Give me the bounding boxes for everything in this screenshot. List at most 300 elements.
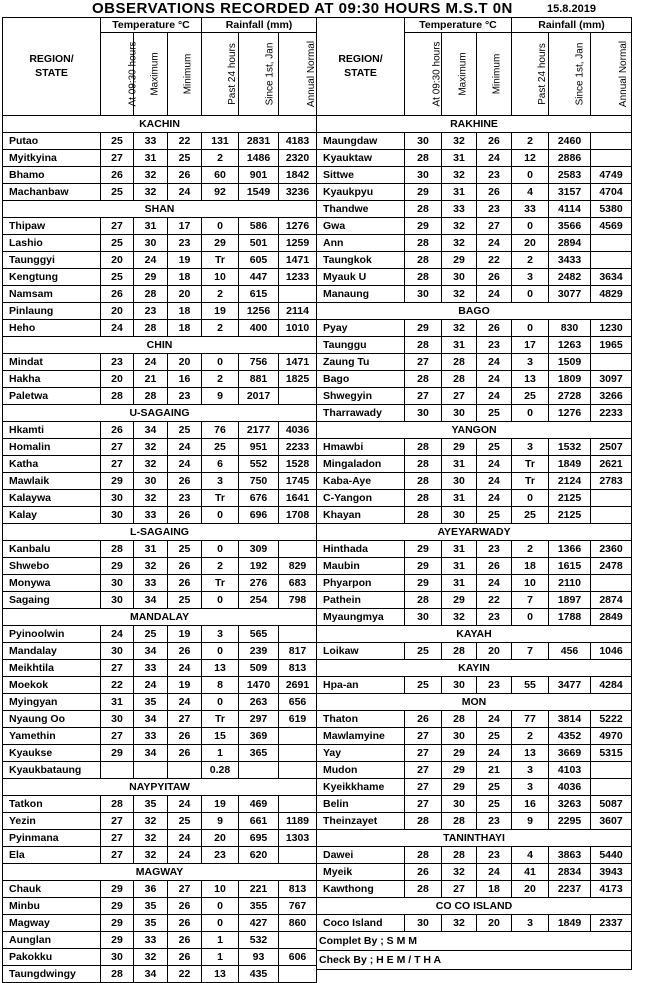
rain-past24: 0 (512, 167, 549, 184)
temp-0930: 25 (405, 677, 442, 694)
station-name: Kyaukse (3, 745, 101, 762)
temp-max: 33 (442, 201, 477, 218)
station-row (317, 864, 632, 881)
rain-annual-normal: 5440 (591, 847, 632, 864)
rain-past24: Tr (512, 473, 549, 490)
temp-min: 25 (168, 592, 202, 609)
temp-0930: 25 (101, 184, 134, 201)
rain-since-jan: 1486 (239, 150, 279, 167)
station-row (317, 201, 632, 218)
station-row (3, 490, 317, 507)
rain-past24: 0 (202, 354, 239, 371)
temp-max: 28 (442, 643, 477, 660)
rain-past24: Tr (202, 490, 239, 507)
section-title: RAKHINE (317, 116, 632, 133)
rain-annual-normal: 3943 (591, 864, 632, 881)
temp-max: 31 (134, 150, 168, 167)
temp-min: 26 (168, 167, 202, 184)
temp-0930: 27 (101, 830, 134, 847)
rain-annual-normal: 2360 (591, 541, 632, 558)
temp-max: 31 (442, 337, 477, 354)
temp-min: 24 (168, 184, 202, 201)
rain-since-jan: 1263 (549, 337, 591, 354)
station-name: Kyaukpyu (317, 184, 405, 201)
station-name: Magway (3, 915, 101, 932)
temp-0930: 24 (101, 626, 134, 643)
station-name: Katha (3, 456, 101, 473)
temp-max: 24 (134, 252, 168, 269)
temp-max: 27 (442, 881, 477, 898)
temp-0930: 25 (101, 133, 134, 150)
temp-max: 34 (134, 643, 168, 660)
temp-0930: 27 (101, 218, 134, 235)
station-name: Pinlaung (3, 303, 101, 320)
temp-0930: 30 (405, 609, 442, 626)
rain-past24: 0.28 (202, 762, 239, 779)
rain-past24: 13 (512, 371, 549, 388)
compiled-by: Complet By ; S M M (317, 932, 632, 951)
rain-annual-normal: 2507 (591, 439, 632, 456)
station-row (317, 779, 632, 796)
temp-max: 25 (134, 626, 168, 643)
rain-past24: 4 (512, 847, 549, 864)
temp-0930: 29 (101, 473, 134, 490)
temp-max: 30 (442, 677, 477, 694)
rain-annual-normal: 798 (279, 592, 317, 609)
temp-min: 24 (477, 371, 512, 388)
station-row (317, 847, 632, 864)
temp-max: 28 (134, 320, 168, 337)
temp-min: 24 (477, 490, 512, 507)
rain-past24: 2 (202, 320, 239, 337)
station-name: Kengtung (3, 269, 101, 286)
station-name: Tatkon (3, 796, 101, 813)
temp-0930: 26 (101, 286, 134, 303)
rain-annual-normal: 767 (279, 898, 317, 915)
temp-max: 23 (134, 303, 168, 320)
section-header-row (317, 422, 632, 439)
station-row (317, 541, 632, 558)
temp-min: 19 (168, 677, 202, 694)
rain-annual-normal (279, 932, 317, 949)
rain-annual-normal (279, 796, 317, 813)
station-row (3, 592, 317, 609)
station-row (317, 762, 632, 779)
rain-annual-normal: 860 (279, 915, 317, 932)
station-row (3, 303, 317, 320)
rain-since-jan: 276 (239, 575, 279, 592)
station-name: Maubin (317, 558, 405, 575)
rain-annual-normal: 3607 (591, 813, 632, 830)
rain-annual-normal: 5222 (591, 711, 632, 728)
temp-max: 30 (442, 269, 477, 286)
rain-since-jan: 263 (239, 694, 279, 711)
temp-min: 26 (477, 320, 512, 337)
rain-since-jan: 2110 (549, 575, 591, 592)
station-row (317, 711, 632, 728)
rain-past24: 20 (512, 235, 549, 252)
rain-annual-normal (591, 575, 632, 592)
rain-annual-normal: 2114 (279, 303, 317, 320)
station-row (317, 235, 632, 252)
station-name: Shwegyin (317, 388, 405, 405)
rain-since-jan: 661 (239, 813, 279, 830)
temp-min: 23 (168, 490, 202, 507)
temp-max: 32 (134, 949, 168, 966)
station-name: Mindat (3, 354, 101, 371)
rain-since-jan: 3157 (549, 184, 591, 201)
station-row (317, 405, 632, 422)
rain-since-jan: 1276 (549, 405, 591, 422)
temp-max: 29 (442, 745, 477, 762)
rain-since-jan: 4114 (549, 201, 591, 218)
station-row (3, 745, 317, 762)
rain-past24: 9 (512, 813, 549, 830)
rain-annual-normal (279, 388, 317, 405)
temp-0930 (101, 762, 134, 779)
temp-min: 23 (477, 847, 512, 864)
station-row (3, 966, 317, 983)
station-row (3, 881, 317, 898)
station-row (317, 728, 632, 745)
temp-0930: 23 (101, 354, 134, 371)
rain-past24: 0 (202, 643, 239, 660)
region-header-label: REGION/ STATE (338, 52, 383, 79)
temp-min: 23 (168, 235, 202, 252)
temp-0930: 28 (405, 456, 442, 473)
temp-max: 34 (134, 966, 168, 983)
rain-since-jan: 355 (239, 898, 279, 915)
station-row (317, 881, 632, 898)
rain-annual-normal: 606 (279, 949, 317, 966)
section-header-row (3, 609, 317, 626)
station-name: Mudon (317, 762, 405, 779)
temp-0930: 28 (405, 847, 442, 864)
rain-since-jan: 4352 (549, 728, 591, 745)
temp-min: 19 (168, 252, 202, 269)
station-row (3, 184, 317, 201)
rain-since-jan: 2017 (239, 388, 279, 405)
rain-annual-normal (591, 490, 632, 507)
temp-max: 21 (134, 371, 168, 388)
rain-annual-normal: 1230 (591, 320, 632, 337)
temp-0930: 27 (405, 796, 442, 813)
col-header-past24: Past 24 hours (202, 33, 239, 116)
temp-min: 20 (477, 643, 512, 660)
rain-past24: 19 (202, 303, 239, 320)
region-header-label: REGION/ STATE (29, 52, 74, 79)
station-row (3, 286, 317, 303)
temp-min: 26 (477, 558, 512, 575)
station-name: Kanbalu (3, 541, 101, 558)
temp-min: 25 (168, 813, 202, 830)
temp-min: 18 (168, 269, 202, 286)
temp-min: 25 (477, 507, 512, 524)
station-name: Manaung (317, 286, 405, 303)
station-row (317, 456, 632, 473)
station-row (317, 507, 632, 524)
temp-0930: 20 (101, 371, 134, 388)
temp-0930: 22 (101, 677, 134, 694)
station-row (3, 150, 317, 167)
station-row (3, 660, 317, 677)
rain-since-jan: 3433 (549, 252, 591, 269)
rain-annual-normal: 2320 (279, 150, 317, 167)
station-name: Paletwa (3, 388, 101, 405)
rain-past24: 3 (512, 779, 549, 796)
temp-min: 24 (168, 847, 202, 864)
rain-past24: 0 (202, 915, 239, 932)
temp-0930: 29 (405, 320, 442, 337)
temp-max: 29 (442, 779, 477, 796)
rain-since-jan: 3863 (549, 847, 591, 864)
station-row (3, 694, 317, 711)
temp-0930: 27 (101, 456, 134, 473)
station-row (317, 745, 632, 762)
rain-annual-normal: 656 (279, 694, 317, 711)
rain-annual-normal (279, 745, 317, 762)
section-header-row (3, 116, 317, 133)
rain-past24: 23 (202, 847, 239, 864)
rain-past24: 0 (512, 405, 549, 422)
station-name: Pyinoolwin (3, 626, 101, 643)
rain-past24: 10 (202, 881, 239, 898)
temp-0930: 27 (405, 762, 442, 779)
temp-max: 30 (442, 507, 477, 524)
station-row (3, 728, 317, 745)
station-name: Taunggyi (3, 252, 101, 269)
col-header-past24: Past 24 hours (512, 33, 549, 116)
station-row (3, 218, 317, 235)
temp-min: 23 (477, 541, 512, 558)
temp-0930: 31 (101, 694, 134, 711)
section-header-row (3, 405, 317, 422)
station-name: Bhamo (3, 167, 101, 184)
rain-past24: 76 (202, 422, 239, 439)
temp-0930: 29 (101, 745, 134, 762)
temp-min: 26 (168, 473, 202, 490)
temp-0930: 24 (101, 320, 134, 337)
rain-since-jan: 4103 (549, 762, 591, 779)
station-row (3, 439, 317, 456)
station-name: Hmawbi (317, 439, 405, 456)
temp-max: 33 (134, 575, 168, 592)
station-row (317, 150, 632, 167)
temp-0930: 20 (101, 252, 134, 269)
temp-0930: 30 (101, 949, 134, 966)
station-name: Machanbaw (3, 184, 101, 201)
station-name: Hakha (3, 371, 101, 388)
temp-max: 28 (442, 813, 477, 830)
temp-max: 29 (442, 439, 477, 456)
section-title: CHIN (3, 337, 317, 354)
station-row (317, 473, 632, 490)
temp-max: 29 (442, 762, 477, 779)
rain-past24: Tr (202, 711, 239, 728)
rain-past24: 0 (202, 592, 239, 609)
rain-since-jan: 3566 (549, 218, 591, 235)
station-name: Mandalay (3, 643, 101, 660)
rain-annual-normal: 4569 (591, 218, 632, 235)
station-name: Thandwe (317, 201, 405, 218)
rain-annual-normal: 1825 (279, 371, 317, 388)
temp-min: 24 (477, 864, 512, 881)
temp-0930: 26 (101, 422, 134, 439)
station-row (3, 388, 317, 405)
temp-0930: 30 (405, 405, 442, 422)
temp-0930: 27 (405, 779, 442, 796)
station-name: Shwebo (3, 558, 101, 575)
rain-since-jan: 3263 (549, 796, 591, 813)
station-row (3, 830, 317, 847)
temp-max: 34 (134, 745, 168, 762)
left-panel (2, 17, 316, 983)
station-name: Pyinmana (3, 830, 101, 847)
temp-0930: 29 (101, 915, 134, 932)
temp-min: 23 (168, 388, 202, 405)
temp-max: 28 (442, 354, 477, 371)
temp-0930: 28 (101, 796, 134, 813)
station-name: Hinthada (317, 541, 405, 558)
station-row (3, 133, 317, 150)
rain-past24: 25 (512, 388, 549, 405)
temp-0930: 30 (101, 643, 134, 660)
temp-min: 23 (477, 167, 512, 184)
rain-since-jan: 586 (239, 218, 279, 235)
temp-max: 28 (442, 847, 477, 864)
temp-max: 32 (442, 609, 477, 626)
checked-by: Check By ; H E M / T H A (317, 951, 632, 970)
station-row (317, 286, 632, 303)
rain-past24: 18 (512, 558, 549, 575)
section-title: SHAN (3, 201, 317, 218)
rain-past24: 33 (512, 201, 549, 218)
rain-annual-normal: 4173 (591, 881, 632, 898)
station-name: Phyarpon (317, 575, 405, 592)
rain-past24: Tr (202, 252, 239, 269)
rain-since-jan: 2124 (549, 473, 591, 490)
station-row (317, 677, 632, 694)
station-row (3, 898, 317, 915)
col-header-maximum: Maximum (134, 33, 168, 116)
section-title: KAYAH (317, 626, 632, 643)
rain-since-jan: 676 (239, 490, 279, 507)
rain-annual-normal (279, 966, 317, 983)
rain-since-jan: 1549 (239, 184, 279, 201)
temp-max: 32 (442, 286, 477, 303)
station-name: Mawlamyine (317, 728, 405, 745)
station-name: Kyauktaw (317, 150, 405, 167)
rain-annual-normal: 2233 (591, 405, 632, 422)
rain-annual-normal: 2621 (591, 456, 632, 473)
rain-since-jan: 1849 (549, 456, 591, 473)
temp-max: 31 (442, 456, 477, 473)
temp-max: 32 (134, 558, 168, 575)
rain-annual-normal: 829 (279, 558, 317, 575)
station-row (317, 218, 632, 235)
temp-max: 32 (442, 167, 477, 184)
section-title: BAGO (317, 303, 632, 320)
rain-annual-normal: 2849 (591, 609, 632, 626)
rain-past24: 0 (202, 898, 239, 915)
temp-min: 19 (168, 626, 202, 643)
station-name: Gwa (317, 218, 405, 235)
temp-0930: 29 (405, 558, 442, 575)
temp-0930: 28 (405, 490, 442, 507)
station-name: Tharrawady (317, 405, 405, 422)
rain-annual-normal: 1471 (279, 252, 317, 269)
rain-since-jan: 456 (549, 643, 591, 660)
station-row (3, 558, 317, 575)
temp-max: 33 (134, 660, 168, 677)
station-row (3, 847, 317, 864)
station-row (3, 507, 317, 524)
rain-annual-normal: 1010 (279, 320, 317, 337)
temp-max: 29 (442, 592, 477, 609)
temp-min: 26 (168, 898, 202, 915)
station-row (317, 490, 632, 507)
rain-annual-normal: 3634 (591, 269, 632, 286)
observations-table-right (316, 17, 632, 970)
temp-min: 24 (477, 575, 512, 592)
temp-0930: 28 (405, 439, 442, 456)
rain-annual-normal: 2874 (591, 592, 632, 609)
rain-past24: 3 (512, 269, 549, 286)
station-row (3, 711, 317, 728)
report-title: OBSERVATIONS RECORDED AT 09:30 HOURS M.S.T 0N (92, 0, 513, 17)
temp-0930: 25 (101, 269, 134, 286)
station-row (317, 796, 632, 813)
rain-annual-normal: 1259 (279, 235, 317, 252)
rain-annual-normal: 1708 (279, 507, 317, 524)
temp-min: 26 (168, 575, 202, 592)
temp-max: 30 (442, 796, 477, 813)
rain-since-jan: 469 (239, 796, 279, 813)
temp-0930: 28 (405, 235, 442, 252)
temp-0930: 27 (405, 745, 442, 762)
temp-min: 25 (477, 796, 512, 813)
temp-0930: 27 (101, 813, 134, 830)
station-name: Kalaywa (3, 490, 101, 507)
station-name: Yamethin (3, 728, 101, 745)
rain-annual-normal: 1842 (279, 167, 317, 184)
station-row (317, 337, 632, 354)
station-name: Heho (3, 320, 101, 337)
rain-since-jan: 750 (239, 473, 279, 490)
rain-past24: 3 (512, 762, 549, 779)
rain-past24: 131 (202, 133, 239, 150)
temp-max: 32 (134, 184, 168, 201)
temp-0930: 29 (405, 541, 442, 558)
rain-since-jan: 400 (239, 320, 279, 337)
rain-annual-normal: 1745 (279, 473, 317, 490)
station-name: Kalay (3, 507, 101, 524)
rain-annual-normal: 1641 (279, 490, 317, 507)
temp-max: 32 (134, 490, 168, 507)
section-title: TANINTHAYI (317, 830, 632, 847)
section-title: MON (317, 694, 632, 711)
rain-past24: 6 (202, 456, 239, 473)
rain-past24: 20 (202, 830, 239, 847)
temp-min: 26 (168, 745, 202, 762)
station-name: Myeik (317, 864, 405, 881)
temp-min: 23 (477, 201, 512, 218)
station-name: Dawei (317, 847, 405, 864)
station-row (3, 235, 317, 252)
rain-past24: 2 (512, 133, 549, 150)
col-header-0930: At 09:30 hours (405, 33, 442, 116)
temp-0930: 27 (405, 354, 442, 371)
